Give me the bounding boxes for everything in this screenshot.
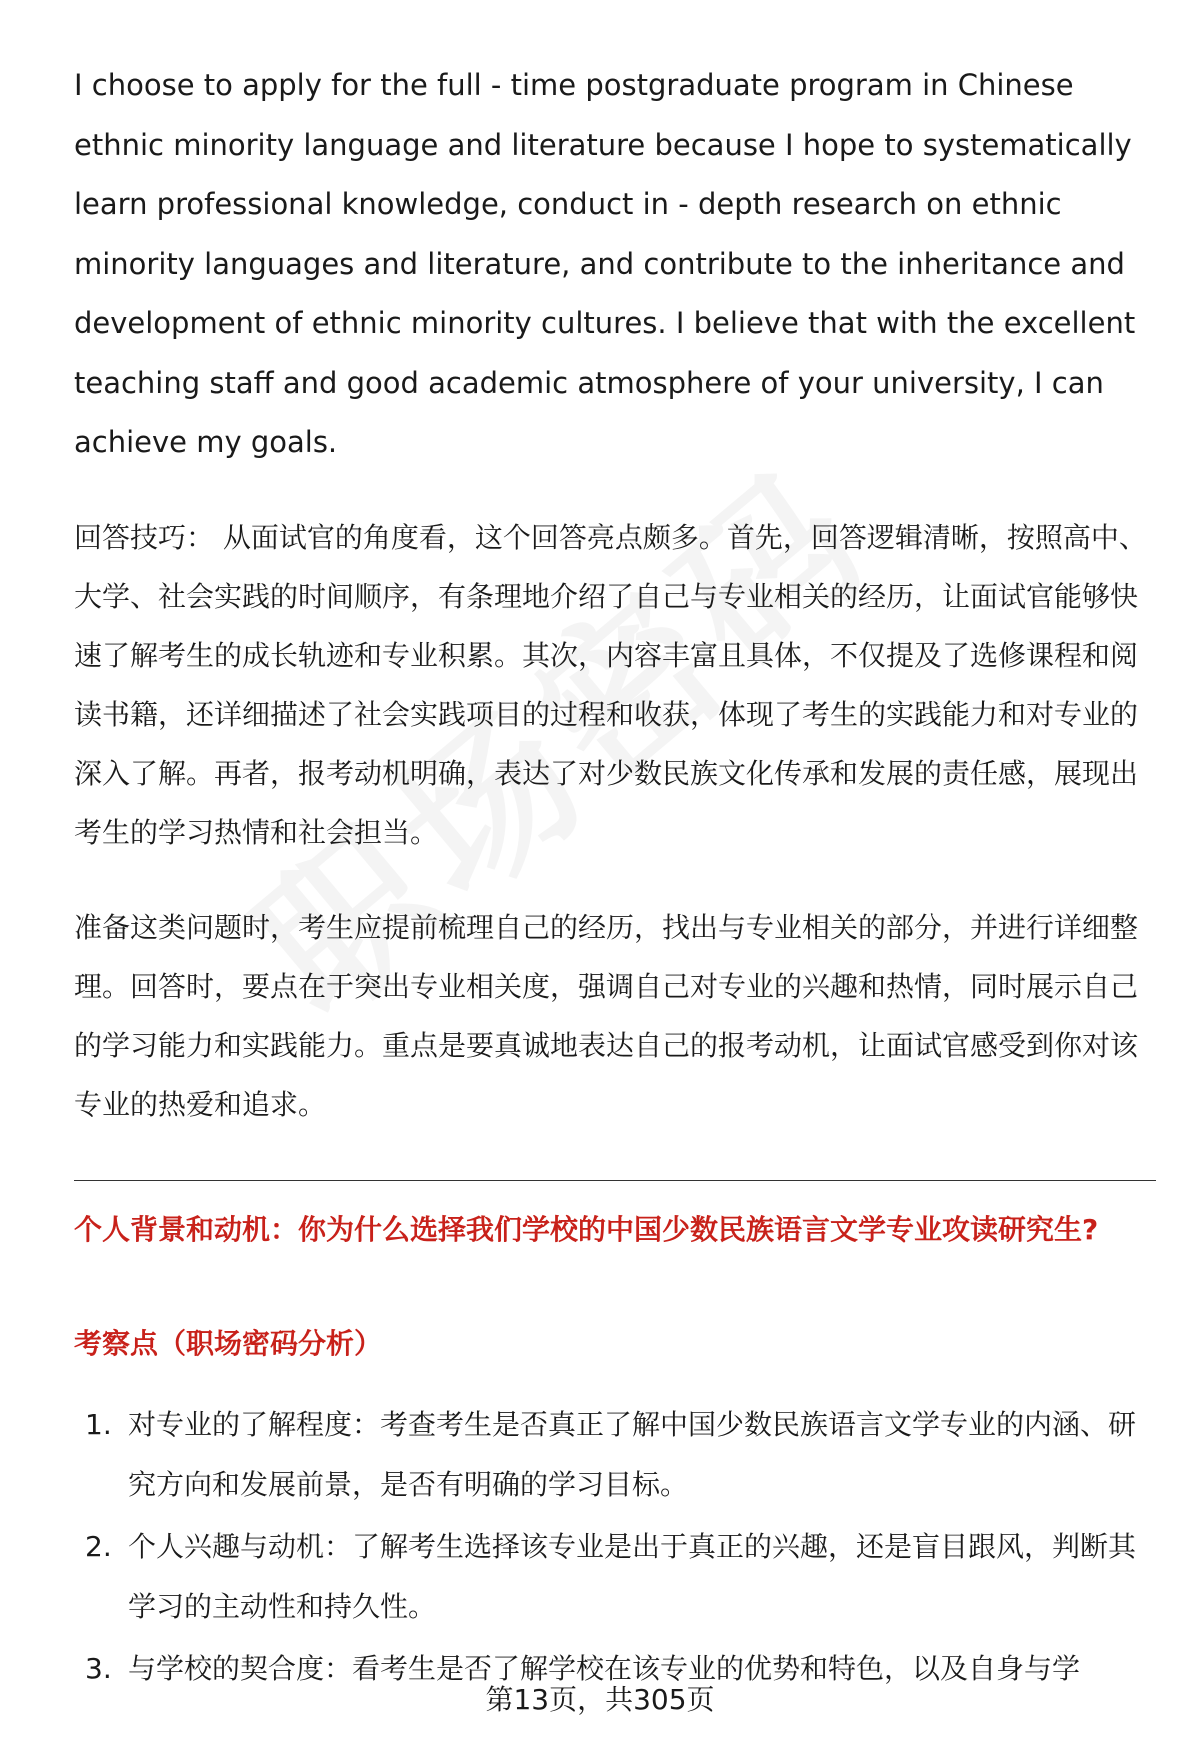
list-item-text: 个人兴趣与动机：了解考生选择该专业是出于真正的兴趣，还是盲目跟风，判断其学习的主动性和持久性。 xyxy=(128,1530,1137,1623)
document-body xyxy=(74,56,1160,1134)
list-item-text: 与学校的契合度：看考生是否了解学校在该专业的优势和特色，以及自身与学 xyxy=(128,1652,1081,1685)
answer-paragraph: I choose to apply for the full - time postgraduate program in Chinese ethnic minority language and literature because I hope to systematically learn professional knowledge, conduct in - depth research on ethnic minority languages and literature, and contribute to the inheritance and development of ethnic minority cultures. I believe that with the excellent teaching staff and good academic atmosphere of your university, I can achieve my goals. xyxy=(74,68,1136,459)
question-heading: 个人背景和动机：你为什么选择我们学校的中国少数民族语言文学专业攻读研究生? xyxy=(74,1213,1099,1246)
page-footer: 第13页，共305页 xyxy=(485,1683,715,1716)
list-item-number: 1. xyxy=(85,1408,112,1441)
list-item xyxy=(74,1395,1160,1515)
list-item-number: 2. xyxy=(85,1530,112,1563)
analysis-points-list xyxy=(74,1395,1160,1701)
analysis-heading: 考察点（职场密码分析） xyxy=(74,1327,383,1360)
list-item-text: 对专业的了解程度：考查考生是否真正了解中国少数民族语言文学专业的内涵、研究方向和发展前景，是否有明确的学习目标。 xyxy=(128,1408,1137,1501)
list-item-number: 3. xyxy=(85,1652,112,1685)
preparation-paragraph: 准备这类问题时，考生应提前梳理自己的经历，找出与专业相关的部分，并进行详细整理。回答时，要点在于突出专业相关度，强调自己对专业的兴趣和热情，同时展示自己的学习能力和实践能力。重点是要真诚地表达自己的报考动机，让面试官感受到你对该专业的热爱和追求。 xyxy=(74,910,1139,1121)
list-item xyxy=(74,1517,1160,1637)
section-divider xyxy=(74,1180,1156,1181)
tips-paragraph: 回答技巧： 从面试官的角度看，这个回答亮点颇多。首先，回答逻辑清晰，按照高中、大学、社会实践的时间顺序，有条理地介绍了自己与专业相关的经历，让面试官能够快速了解考生的成长轨迹和专业积累。其次，内容丰富且具体，不仅提及了选修课程和阅读书籍，还详细描述了社会实践项目的过程和收获，体现了考生的实践能力和对专业的深入了解。再者，报考动机明确，表达了对少数民族文化传承和发展的责任感，展现出考生的学习热情和社会担当。 xyxy=(74,520,1147,849)
